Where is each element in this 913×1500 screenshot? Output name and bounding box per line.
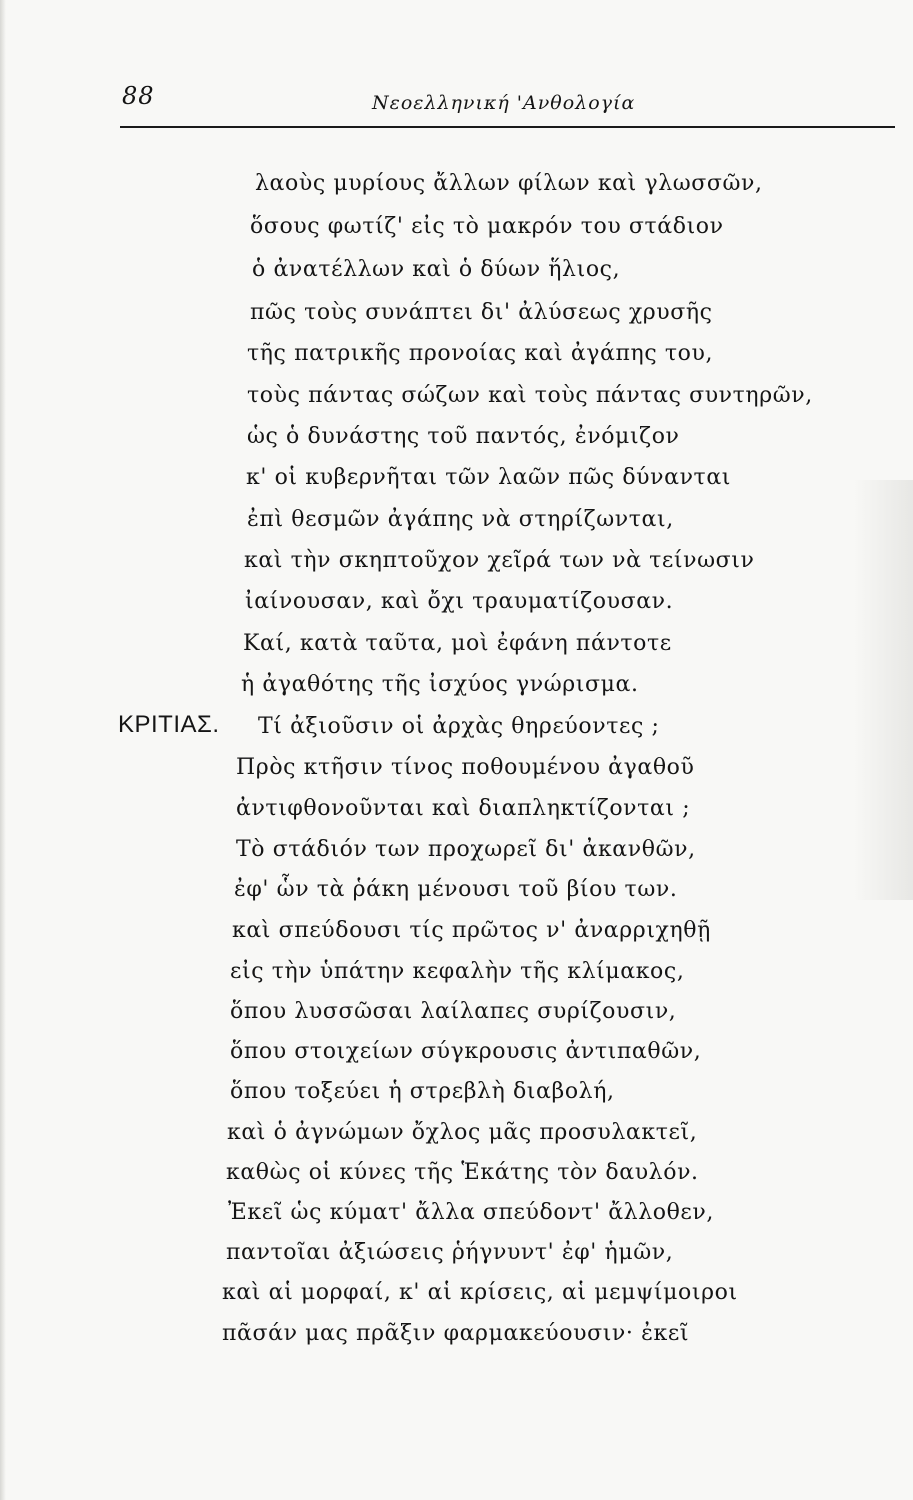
- poem-line: καὶ σπεύδουσι τίς πρῶτος ν' ἀναρριχηθῇ: [232, 918, 711, 943]
- poem-line: Πρὸς κτῆσιν τίνος ποθουμένου ἀγαθοῦ: [236, 755, 695, 780]
- poem-line: ὡς ὁ δυνάστης τοῦ παντός, ἐνόμιζον: [247, 424, 680, 449]
- poem-line: κ' οἱ κυβερνῆται τῶν λαῶν πῶς δύνανται: [246, 465, 732, 490]
- poem-line: Τί ἀξιοῦσιν οἱ ἀρχὰς θηρεύοντες ;: [258, 714, 660, 739]
- page-gutter-shadow: [0, 0, 6, 1500]
- page-number: 88: [122, 82, 155, 110]
- poem-line: τῆς πατρικῆς προνοίας καὶ ἀγάπης του,: [247, 341, 714, 366]
- poem-line: Ἐκεῖ ὡς κύματ' ἄλλα σπεύδοντ' ἄλλοθεν,: [228, 1200, 714, 1225]
- running-title: Νεοελληνική 'Ανθολογία: [372, 92, 636, 114]
- poem-line: ὅπου τοξεύει ἡ στρεβλὴ διαβολή,: [230, 1079, 615, 1104]
- poem-line: εἰς τὴν ὑπάτην κεφαλὴν τῆς κλίμακος,: [230, 959, 685, 984]
- header-rule: [120, 126, 895, 128]
- poem-line: ὅσους φωτίζ' εἰς τὸ μακρόν του στάδιον: [250, 214, 724, 239]
- poem-line: τοὺς πάντας σώζων καὶ τοὺς πάντας συντηρῶν,: [247, 383, 813, 408]
- poem-line: λαοὺς μυρίους ἄλλων φίλων καὶ γλωσσῶν,: [255, 171, 763, 196]
- poem-line: ὅπου λυσσῶσαι λαίλαπες συρίζουσιν,: [230, 999, 677, 1024]
- poem-line: ἐπὶ θεσμῶν ἀγάπης νὰ στηρίζωνται,: [247, 507, 674, 532]
- poem-line: καθὼς οἱ κύνες τῆς Ἑκάτης τὸν δαυλόν.: [226, 1160, 699, 1185]
- poem-line: ἰαίνουσαν, καὶ ὄχι τραυματίζουσαν.: [245, 589, 674, 614]
- poem-line: ἐφ' ὧν τὰ ῥάκη μένουσι τοῦ βίου των.: [234, 877, 678, 902]
- poem-line: παντοῖαι ἀξιώσεις ῥήγνυντ' ἐφ' ἡμῶν,: [226, 1240, 674, 1265]
- poem-line: καὶ ὁ ἀγνώμων ὄχλος μᾶς προσυλακτεῖ,: [227, 1120, 698, 1145]
- poem-line: πᾶσάν μας πρᾶξιν φαρμακεύουσιν· ἐκεῖ: [222, 1321, 690, 1346]
- poem-line: Καί, κατὰ ταῦτα, μοὶ ἐφάνη πάντοτε: [243, 631, 672, 656]
- poem-line: ἀντιφθονοῦνται καὶ διαπληκτίζονται ;: [236, 796, 691, 821]
- poem-line: ὁ ἀνατέλλων καὶ ὁ δύων ἥλιος,: [252, 257, 621, 282]
- speaker-name: ΚΡΙΤΙΑΣ.: [118, 711, 220, 738]
- poem-line: ὅπου στοιχείων σύγκρουσις ἀντιπαθῶν,: [230, 1039, 702, 1064]
- show-through-shadow: [853, 480, 913, 900]
- poem-line: καὶ αἱ μορφαί, κ' αἱ κρίσεις, αἱ μεμψίμοιροι: [222, 1280, 738, 1305]
- poem-line: ἡ ἀγαθότης τῆς ἰσχύος γνώρισμα.: [241, 672, 639, 697]
- poem-line: Τὸ στάδιόν των προχωρεῖ δι' ἀκανθῶν,: [236, 837, 696, 862]
- poem-line: καὶ τὴν σκηπτοῦχον χεῖρά των νὰ τείνωσιν: [244, 548, 755, 573]
- poem-line: πῶς τοὺς συνάπτει δι' ἀλύσεως χρυσῆς: [250, 300, 713, 325]
